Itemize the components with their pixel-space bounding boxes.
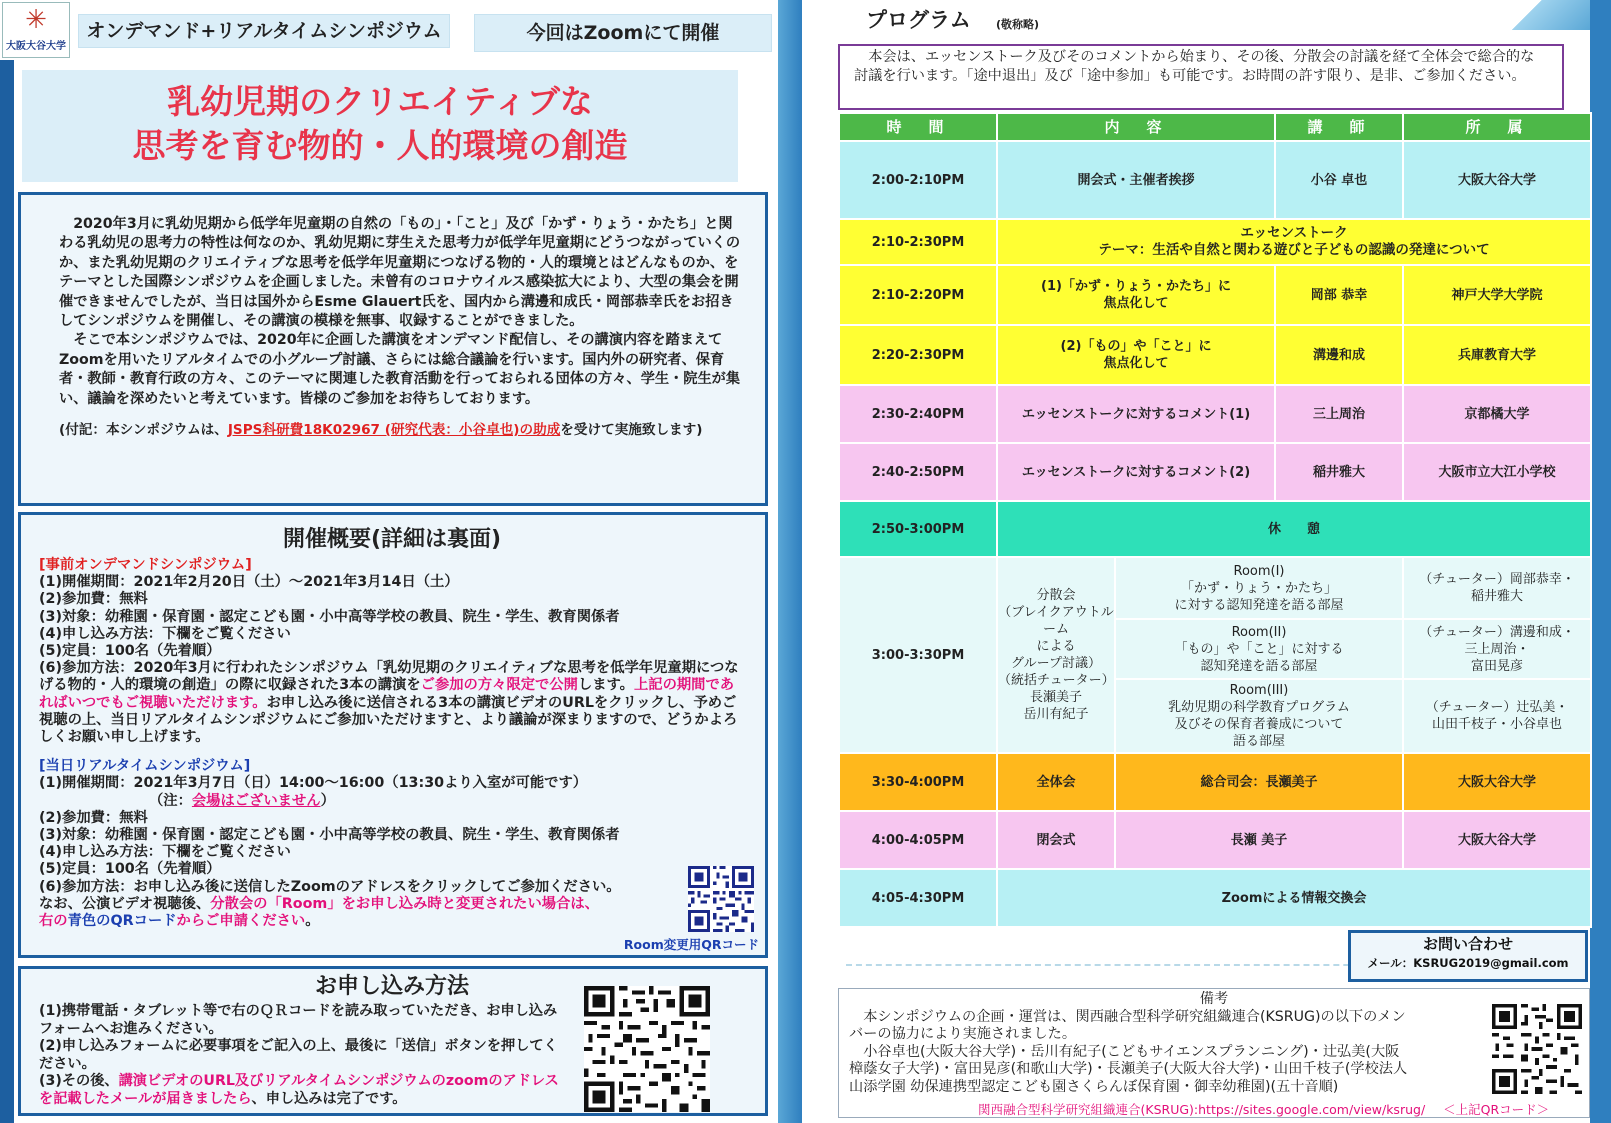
realtime-heading: [当日リアルタイムシンポジウム] bbox=[39, 758, 251, 775]
room-line: 「かず・りょう・かたち」 bbox=[1181, 580, 1338, 596]
ondemand-method-detail: お申し込み後に送信される3本の講演ビデオのURLをクリックし、予めご視聴の上、当日リアルタイムシンポジウムにご参加いただけますと、より議論が深まりますので、どうかよろしくお願い申し上げます。 bbox=[39, 694, 738, 746]
ondemand-heading: [事前オンデマンドシンポジウム] bbox=[39, 557, 252, 573]
program-note: (敬称略) bbox=[996, 18, 1040, 31]
realtime-item: (1)開催期間：2021年3月7日（日）14:00～16:00（13:30より入室が可能です） bbox=[39, 775, 588, 792]
row-speaker: 三上周治 bbox=[1275, 385, 1403, 443]
middle-bg-bar bbox=[770, 0, 802, 1123]
ksrug-url[interactable]: 関西融合型科学研究組織連合(KSRUG):https://sites.google.com/view/ksrug/ bbox=[978, 1102, 1426, 1117]
room-change-blue-qr: 青色のQRコード bbox=[67, 913, 177, 930]
room-2-cell bbox=[1115, 619, 1403, 679]
room-change-note bbox=[39, 896, 679, 930]
talk-title-line: (1)「かず・りょう・かたち」に bbox=[1041, 279, 1231, 294]
ondemand-period-text: 上記の期間であればいつでもご視聴いただけます。 bbox=[39, 677, 735, 711]
format-badge: オンデマンド+リアルタイムシンポジウム bbox=[78, 14, 450, 48]
realtime-item: (3)対象：幼稚園・保育園・認定こども園・小中高等学校の教員、院生・学生、教育関係者 bbox=[39, 827, 620, 844]
remarks-members: 小谷卓也(大阪大谷大学)・岳川有紀子(こどもサイエンスプランニング)・辻弘美(大阪樟蔭女子大学)・富田晃彦(和歌山大学)・長瀬美子(大阪大谷大学)・山田千枝子(学校法人 山添学園 幼保連携型認定こども園さくらんぼ保育園・御幸幼稚園)(五十音順) bbox=[849, 1043, 1408, 1095]
row-time: 2:00-2:10PM bbox=[839, 141, 997, 219]
apply-title: お申し込み方法 bbox=[314, 974, 469, 999]
table-row bbox=[839, 869, 1591, 927]
breakout-line: による bbox=[1036, 639, 1076, 654]
breakout-line: （ブレイクアウトルーム bbox=[998, 605, 1114, 637]
breakout-line: グループ討議） bbox=[1011, 656, 1101, 671]
row-speaker: 長瀬 美子 bbox=[1115, 811, 1403, 869]
tutor-line: 稲井雅大 bbox=[1471, 589, 1524, 604]
ondemand-method-text: (6)参加方法：2020年3月に行われたシンポジウム「乳幼児期のクリエイティブな思考を低学年児童期につなげる物的・人的環境の創造」の際に収録された3本の講演を bbox=[39, 660, 739, 694]
essence-talk-label: エッセンストーク bbox=[1240, 225, 1348, 241]
qr-note: ＜上記QRコード＞ bbox=[1443, 1102, 1550, 1117]
row-affiliation: 大阪大谷大学 bbox=[1403, 753, 1591, 811]
logo-emblem-icon: ✳ bbox=[25, 5, 47, 35]
title-line-2: 思考を育む物的・人的環境の創造 bbox=[132, 126, 628, 165]
funding-note-prefix: (付記：本シンポジウムは、 bbox=[59, 422, 228, 439]
program-title: プログラム bbox=[866, 8, 971, 32]
talk-title-line: (2)「もの」や「こと」に bbox=[1060, 339, 1212, 354]
logo-text: 大阪大谷大学 bbox=[6, 41, 66, 52]
table-row bbox=[839, 443, 1591, 501]
no-venue-text: 会場はございません bbox=[191, 792, 321, 809]
room-change-qr-code[interactable] bbox=[688, 866, 754, 932]
realtime-note-open: （注： bbox=[149, 792, 192, 809]
table-row bbox=[839, 325, 1591, 385]
row-time: 2:30-2:40PM bbox=[839, 385, 997, 443]
apply-step: (1)携帯電話・タブレット等で右のＱＲコードを読み取っていただき、お申し込みフォームへお進みください。 bbox=[39, 1003, 558, 1037]
row-content bbox=[997, 265, 1275, 325]
row-time: 3:00-3:30PM bbox=[839, 557, 997, 753]
contact-box bbox=[1348, 930, 1588, 982]
room-line: 「もの」や「こと」に対する bbox=[1174, 641, 1344, 657]
table-row bbox=[839, 219, 1591, 265]
room-change-right: 右の bbox=[39, 913, 68, 930]
breakout-line: 岳川有紀子 bbox=[1023, 707, 1089, 722]
table-row bbox=[839, 557, 1591, 619]
table-header-row bbox=[839, 113, 1591, 141]
remarks-text: 本シンポジウムの企画・運営は、関西融合型科学研究組織連合(KSRUG)の以下のメンバーの協力により実施されました。 bbox=[849, 1008, 1406, 1043]
ksrug-website-link[interactable] bbox=[978, 1100, 1549, 1118]
room-change-prefix: なお、公演ビデオ視聴後、 bbox=[39, 895, 211, 912]
title-line-1: 乳幼児期のクリエイティブな bbox=[167, 82, 593, 121]
program-description bbox=[838, 44, 1564, 110]
row-time: 2:40-2:50PM bbox=[839, 443, 997, 501]
row-time: 2:10-2:30PM bbox=[839, 219, 997, 265]
overview-panel bbox=[18, 512, 768, 958]
row-speaker: 溝邊和成 bbox=[1275, 325, 1403, 385]
row-content: 開会式・主催者挨拶 bbox=[997, 141, 1275, 219]
right-bg-bar bbox=[1590, 0, 1611, 1123]
row-affiliation: 大阪大谷大学 bbox=[1403, 811, 1591, 869]
tutor-line: （チューター）溝邊和成・ bbox=[1419, 624, 1575, 640]
program-description-text: 本会は、エッセンストーク及びそのコメントから始まり、その後、分散会の討議を経て全体会で総合的な討議を行います。「途中退出」及び「途中参加」も可能です。お時間の許す限り、是非、ご参加ください。 bbox=[854, 49, 1535, 84]
apply-step: (2)申し込みフォームに必要事項をご記入の上、最後に「送信」ボタンを押してください。 bbox=[39, 1038, 558, 1072]
apply-step-3-highlight: 講演ビデオのURL及びリアルタイムシンポジウムのzoomのアドレスを記載したメールが届きましたら bbox=[39, 1073, 559, 1107]
room-line: Room(II) bbox=[1231, 624, 1287, 640]
room-3-cell bbox=[1115, 679, 1403, 753]
right-bg-accent bbox=[1424, 0, 1590, 30]
realtime-item: (4)申し込み方法：下欄をご覧ください bbox=[39, 844, 291, 861]
qr-pattern-icon bbox=[584, 986, 710, 1112]
table-row bbox=[839, 141, 1591, 219]
tutor-line: （チューター）辻弘美・ bbox=[1425, 700, 1569, 715]
row-affiliation: 兵庫教育大学 bbox=[1403, 325, 1591, 385]
row-time: 3:30-4:00PM bbox=[839, 753, 997, 811]
table-row bbox=[839, 753, 1591, 811]
apply-step bbox=[39, 1073, 569, 1108]
row-speaker: 稲井雅大 bbox=[1275, 443, 1403, 501]
room-line: Room(III) bbox=[1229, 683, 1289, 698]
header-time: 時 間 bbox=[839, 113, 997, 141]
realtime-item: (2)参加費：無料 bbox=[39, 809, 148, 826]
main-title bbox=[22, 70, 738, 182]
qr-pattern-icon bbox=[688, 866, 754, 932]
room-line: 認知発達を語る部屋 bbox=[1200, 658, 1318, 674]
row-affiliation: 大阪市立大江小学校 bbox=[1403, 443, 1591, 501]
row-speaker: 小谷 卓也 bbox=[1275, 141, 1403, 219]
ondemand-item: (1)開催期間：2021年2月20日（土）～2021年3月14日（土） bbox=[39, 574, 459, 591]
room-line: 語る部屋 bbox=[1233, 734, 1286, 749]
ondemand-limited-text: ご参加の方々限定で公開 bbox=[420, 677, 578, 694]
apply-step-3-prefix: (3)その後、 bbox=[39, 1073, 119, 1089]
room-qr-label: Room変更用QRコード bbox=[623, 936, 759, 952]
tutor-1-cell bbox=[1403, 557, 1591, 619]
header-speaker: 講 師 bbox=[1275, 113, 1403, 141]
tutor-line: 富田晃彦 bbox=[1471, 658, 1524, 674]
row-time: 4:05-4:30PM bbox=[839, 869, 997, 927]
ondemand-item: (2)参加費：無料 bbox=[39, 591, 148, 608]
ondemand-item: (3)対象：幼稚園・保育園・認定こども園・小中高等学校の教員、院生・学生、教育関係者 bbox=[39, 608, 620, 625]
tutor-line: （チューター）岡部恭幸・ bbox=[1419, 572, 1575, 587]
qr-pattern-icon bbox=[1492, 1004, 1582, 1094]
row-content: 全体会 bbox=[997, 753, 1115, 811]
apply-step-3-suffix: 、申し込みは完了です。 bbox=[251, 1090, 407, 1107]
intro-paragraph-2: そこで本シンポジウムでは、2020年に企画した講演をオンデマンド配信し、その講演内容を踏まえてZoomを用いたリアルタイムでの小グループ討議、さらには総合議論を行います。国内外の研究者、保育者・教師・教育行政の方々、このテーマに関連した教育活動を行っておられる団体の方々、学生・院生が集い、議論を深めたいと考えています。皆様のご参加をお待ちしております。 bbox=[59, 332, 741, 407]
tutor-line: 山田千枝子・小谷卓也 bbox=[1432, 717, 1563, 732]
intro-paragraph-1: 2020年3月に乳幼児期から低学年児童期の自然の「もの」・「こと」及び「かず・りょう・かたち」と関わる乳幼児の思考力の特性は何なのか、乳幼児期に芽生えた思考力が低学年児童期にどうつながっていくのか、また乳幼児期のクリエイティブな思考を低学年児童期につなげる物的・人的環境とはどんなものか、をテーマとした国際シンポジウムを企画しました。未曾有のコロナウイルス感染拡大により、大型の集会を開催できませんでしたが、当日は国外からEsme Glauert氏を、国内から溝邊和成氏・岡部恭幸氏をお招きしてシンポジウムを開催し、その講演の模様を無事、収録することができました。 bbox=[59, 216, 741, 330]
row-affiliation: 神戸大学大学院 bbox=[1403, 265, 1591, 325]
funding-note-suffix: を受けて実施致します) bbox=[560, 422, 703, 439]
remarks-box bbox=[838, 988, 1590, 1118]
funding-note bbox=[59, 421, 741, 440]
room-line: 乳幼児期の科学教育プログラム bbox=[1168, 700, 1350, 715]
talk-title-line: 焦点化して bbox=[1103, 296, 1169, 311]
row-speaker: 岡部 恭幸 bbox=[1275, 265, 1403, 325]
table-row bbox=[839, 385, 1591, 443]
remarks-title: 備考 bbox=[1199, 991, 1229, 1007]
row-content: 休 憩 bbox=[997, 501, 1591, 557]
zoom-badge: 今回はZoomにて開催 bbox=[474, 14, 772, 52]
table-row bbox=[839, 811, 1591, 869]
realtime-note bbox=[39, 793, 745, 810]
contact-email[interactable]: メール：KSRUG2019@gmail.com bbox=[1367, 956, 1569, 970]
intro-panel bbox=[18, 192, 768, 506]
contact-title: お問い合わせ bbox=[1422, 935, 1513, 953]
row-time: 2:50-3:00PM bbox=[839, 501, 997, 557]
row-time: 2:20-2:30PM bbox=[839, 325, 997, 385]
breakout-line: 長瀬美子 bbox=[1029, 690, 1082, 705]
header-affiliation: 所 属 bbox=[1403, 113, 1591, 141]
left-bg-bar bbox=[0, 60, 14, 1123]
tutor-2-cell bbox=[1403, 619, 1591, 679]
ondemand-item: (5)定員：100名（先着順） bbox=[39, 643, 221, 660]
row-content: Zoomによる情報交換会 bbox=[997, 869, 1591, 927]
room-1-cell bbox=[1115, 557, 1403, 619]
tutor-3-cell bbox=[1403, 679, 1591, 753]
breakout-summary bbox=[997, 557, 1115, 753]
table-row bbox=[839, 265, 1591, 325]
header-content: 内 容 bbox=[997, 113, 1275, 141]
realtime-note-close: ） bbox=[320, 792, 335, 809]
realtime-item: (5)定員：100名（先着順） bbox=[39, 861, 221, 878]
essence-talk-theme: テーマ：生活や自然と関わる遊びと子どもの認識の発達について bbox=[1098, 242, 1490, 258]
row-content bbox=[997, 219, 1591, 265]
application-qr-code[interactable] bbox=[584, 986, 710, 1112]
program-table bbox=[838, 112, 1592, 928]
row-content bbox=[997, 325, 1275, 385]
row-affiliation: 京都橘大学 bbox=[1403, 385, 1591, 443]
ondemand-item-method bbox=[39, 660, 745, 746]
room-line: 及びその保育者養成について bbox=[1174, 717, 1344, 732]
row-time: 4:00-4:05PM bbox=[839, 811, 997, 869]
table-row bbox=[839, 501, 1591, 557]
row-time: 2:10-2:20PM bbox=[839, 265, 997, 325]
breakout-line: 分散会 bbox=[1036, 588, 1076, 603]
funding-grant-link: JSPS科研費18K02967 (研究代表：小谷卓也)の助成 bbox=[227, 422, 561, 439]
row-content: 閉会式 bbox=[997, 811, 1115, 869]
overview-title: 開催概要(詳細は裏面) bbox=[282, 527, 502, 552]
university-logo bbox=[2, 2, 70, 58]
row-affiliation: 大阪大谷大学 bbox=[1403, 141, 1591, 219]
row-content: エッセンストークに対するコメント(1) bbox=[997, 385, 1275, 443]
ondemand-item: (4)申し込み方法：下欄をご覧ください bbox=[39, 625, 291, 642]
talk-title-line: 焦点化して bbox=[1103, 356, 1169, 371]
breakout-line: （統括チューター） bbox=[998, 673, 1115, 688]
tutor-line: 三上周治・ bbox=[1464, 641, 1530, 657]
room-line: に対する認知発達を語る部屋 bbox=[1174, 597, 1344, 613]
row-content: エッセンストークに対するコメント(2) bbox=[997, 443, 1275, 501]
row-speaker: 総合司会：長瀬美子 bbox=[1115, 753, 1403, 811]
realtime-item: (6)参加方法：お申し込み後に送信したZoomのアドレスをクリックしてご参加ください。 bbox=[39, 878, 621, 895]
room-change-apply: からご申請ください bbox=[176, 913, 306, 930]
ondemand-method-end: します。 bbox=[577, 677, 634, 694]
ksrug-qr-code[interactable] bbox=[1492, 1004, 1582, 1094]
room-change-period: 。 bbox=[305, 913, 320, 930]
room-line: Room(I) bbox=[1233, 563, 1285, 579]
room-change-highlight: 分散会の「Room」をお申し込み時と変更されたい場合は、 bbox=[210, 895, 599, 912]
